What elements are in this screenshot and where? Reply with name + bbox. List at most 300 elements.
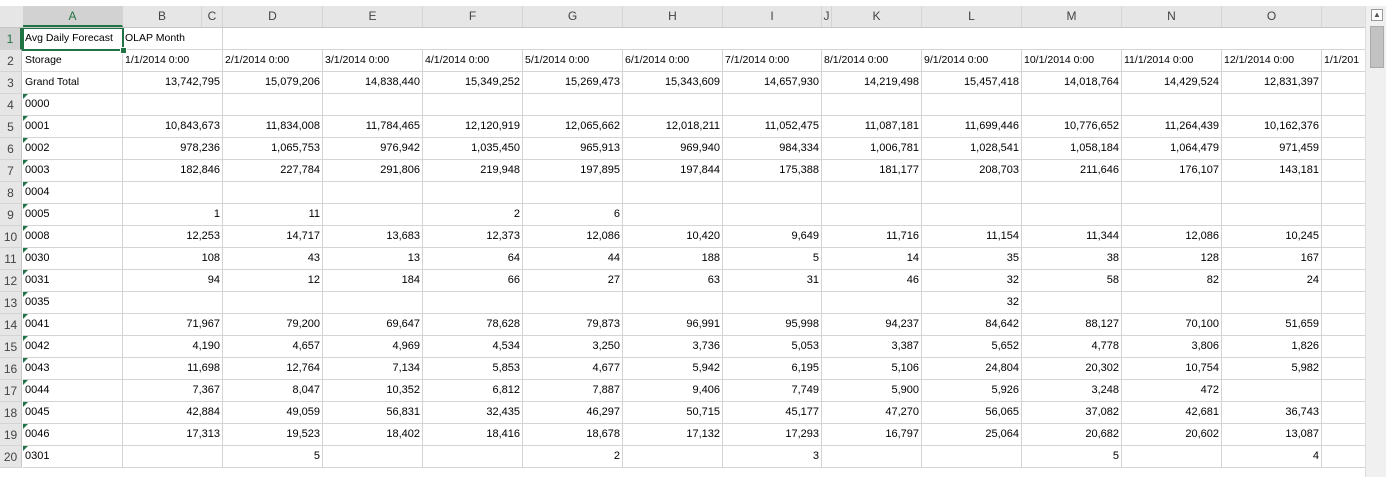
value-cell[interactable]: 70,100 — [1122, 314, 1222, 336]
value-cell[interactable] — [523, 94, 623, 116]
storage-code-cell[interactable]: 0301 — [23, 446, 123, 468]
value-cell[interactable]: 175,388 — [723, 160, 822, 182]
month-header-2[interactable]: 3/1/2014 0:00 — [323, 50, 423, 72]
column-header-f[interactable]: F — [423, 6, 523, 27]
value-cell-overflow[interactable] — [1322, 292, 1366, 314]
value-cell[interactable] — [1122, 182, 1222, 204]
value-cell[interactable]: 71,967 — [123, 314, 223, 336]
value-cell[interactable]: 181,177 — [822, 160, 922, 182]
storage-code-cell[interactable]: 0041 — [23, 314, 123, 336]
value-cell[interactable] — [1222, 182, 1322, 204]
value-cell[interactable] — [1122, 292, 1222, 314]
value-cell[interactable]: 3,250 — [523, 336, 623, 358]
value-cell[interactable] — [323, 204, 423, 226]
value-cell[interactable]: 11 — [223, 204, 323, 226]
value-cell[interactable]: 94,237 — [822, 314, 922, 336]
value-cell[interactable]: 12,018,211 — [623, 116, 723, 138]
value-cell[interactable]: 6,812 — [423, 380, 523, 402]
value-cell[interactable]: 64 — [423, 248, 523, 270]
value-cell[interactable]: 8,047 — [223, 380, 323, 402]
value-cell[interactable]: 12,120,919 — [423, 116, 523, 138]
value-cell[interactable]: 14,717 — [223, 226, 323, 248]
value-cell[interactable] — [1122, 204, 1222, 226]
value-cell[interactable] — [323, 182, 423, 204]
value-cell[interactable] — [123, 182, 223, 204]
storage-code-cell[interactable]: 0008 — [23, 226, 123, 248]
grand-total-value-2[interactable]: 14,838,440 — [323, 72, 423, 94]
value-cell[interactable]: 51,659 — [1222, 314, 1322, 336]
value-cell[interactable]: 3,806 — [1122, 336, 1222, 358]
value-cell[interactable]: 12 — [223, 270, 323, 292]
month-header-5[interactable]: 6/1/2014 0:00 — [623, 50, 723, 72]
row-header-10[interactable]: 10 — [0, 226, 22, 248]
value-cell[interactable] — [623, 446, 723, 468]
value-cell[interactable]: 10,162,376 — [1222, 116, 1322, 138]
cell-grand-total-label[interactable]: Grand Total — [23, 72, 123, 94]
value-cell[interactable]: 182,846 — [123, 160, 223, 182]
value-cell[interactable]: 984,334 — [723, 138, 822, 160]
value-cell[interactable]: 11,699,446 — [922, 116, 1022, 138]
row-header-18[interactable]: 18 — [0, 402, 22, 424]
row-header-17[interactable]: 17 — [0, 380, 22, 402]
column-header-g[interactable]: G — [523, 6, 623, 27]
row-header-14[interactable]: 14 — [0, 314, 22, 336]
value-cell[interactable]: 9,406 — [623, 380, 723, 402]
value-cell[interactable] — [623, 182, 723, 204]
grand-total-value-10[interactable]: 14,429,524 — [1122, 72, 1222, 94]
value-cell-overflow[interactable] — [1322, 424, 1366, 446]
value-cell[interactable]: 32 — [922, 292, 1022, 314]
value-cell[interactable]: 17,293 — [723, 424, 822, 446]
value-cell[interactable]: 1,064,479 — [1122, 138, 1222, 160]
storage-code-cell[interactable]: 0002 — [23, 138, 123, 160]
value-cell[interactable]: 6 — [523, 204, 623, 226]
value-cell[interactable]: 4,534 — [423, 336, 523, 358]
value-cell[interactable]: 4,657 — [223, 336, 323, 358]
month-header-6[interactable]: 7/1/2014 0:00 — [723, 50, 822, 72]
grand-total-value-0[interactable]: 13,742,795 — [123, 72, 223, 94]
value-cell-overflow[interactable] — [1322, 204, 1366, 226]
value-cell[interactable] — [623, 292, 723, 314]
row-header-12[interactable]: 12 — [0, 270, 22, 292]
value-cell[interactable]: 11,344 — [1022, 226, 1122, 248]
value-cell-overflow[interactable] — [1322, 182, 1366, 204]
value-cell[interactable]: 25,064 — [922, 424, 1022, 446]
value-cell[interactable] — [922, 182, 1022, 204]
value-cell[interactable]: 20,602 — [1122, 424, 1222, 446]
value-cell[interactable]: 95,998 — [723, 314, 822, 336]
value-cell[interactable]: 24 — [1222, 270, 1322, 292]
value-cell[interactable]: 12,086 — [1122, 226, 1222, 248]
value-cell[interactable] — [822, 94, 922, 116]
value-cell[interactable]: 5,982 — [1222, 358, 1322, 380]
grand-total-value-3[interactable]: 15,349,252 — [423, 72, 523, 94]
value-cell[interactable]: 5,926 — [922, 380, 1022, 402]
value-cell[interactable]: 9,649 — [723, 226, 822, 248]
storage-code-cell[interactable]: 0031 — [23, 270, 123, 292]
value-cell[interactable] — [523, 292, 623, 314]
row-header-13[interactable]: 13 — [0, 292, 22, 314]
value-cell-overflow[interactable] — [1322, 248, 1366, 270]
value-cell[interactable] — [922, 446, 1022, 468]
value-cell[interactable]: 108 — [123, 248, 223, 270]
value-cell[interactable] — [123, 446, 223, 468]
column-header-i[interactable]: I — [723, 6, 822, 27]
storage-code-cell[interactable]: 0046 — [23, 424, 123, 446]
value-cell[interactable]: 10,843,673 — [123, 116, 223, 138]
value-cell[interactable]: 971,459 — [1222, 138, 1322, 160]
column-header-h[interactable]: H — [623, 6, 723, 27]
value-cell[interactable]: 20,682 — [1022, 424, 1122, 446]
month-header-9[interactable]: 10/1/2014 0:00 — [1022, 50, 1122, 72]
value-cell-overflow[interactable] — [1322, 336, 1366, 358]
value-cell[interactable] — [123, 94, 223, 116]
value-cell[interactable]: 5,106 — [822, 358, 922, 380]
value-cell[interactable]: 47,270 — [822, 402, 922, 424]
value-cell[interactable] — [1222, 94, 1322, 116]
value-cell[interactable]: 10,352 — [323, 380, 423, 402]
column-header-a[interactable]: A — [23, 6, 123, 27]
value-cell[interactable]: 11,052,475 — [723, 116, 822, 138]
value-cell[interactable]: 7,749 — [723, 380, 822, 402]
value-cell[interactable] — [623, 94, 723, 116]
value-cell[interactable] — [423, 182, 523, 204]
value-cell[interactable]: 5,900 — [822, 380, 922, 402]
value-cell[interactable]: 3 — [723, 446, 822, 468]
value-cell[interactable]: 4,969 — [323, 336, 423, 358]
value-cell[interactable]: 63 — [623, 270, 723, 292]
value-cell[interactable]: 5 — [223, 446, 323, 468]
value-cell[interactable]: 5 — [1022, 446, 1122, 468]
value-cell[interactable]: 1,028,541 — [922, 138, 1022, 160]
month-header-0[interactable]: 1/1/2014 0:00 — [123, 50, 223, 72]
value-cell[interactable] — [723, 182, 822, 204]
value-cell[interactable]: 18,402 — [323, 424, 423, 446]
value-cell[interactable]: 78,628 — [423, 314, 523, 336]
value-cell[interactable] — [822, 446, 922, 468]
value-cell[interactable]: 11,698 — [123, 358, 223, 380]
value-cell[interactable]: 10,245 — [1222, 226, 1322, 248]
value-cell[interactable]: 17,132 — [623, 424, 723, 446]
month-header-3[interactable]: 4/1/2014 0:00 — [423, 50, 523, 72]
value-cell[interactable]: 965,913 — [523, 138, 623, 160]
value-cell[interactable]: 167 — [1222, 248, 1322, 270]
storage-code-cell[interactable]: 0043 — [23, 358, 123, 380]
value-cell[interactable]: 5,652 — [922, 336, 1022, 358]
value-cell[interactable]: 11,264,439 — [1122, 116, 1222, 138]
row-header-5[interactable]: 5 — [0, 116, 22, 138]
value-cell[interactable]: 13,087 — [1222, 424, 1322, 446]
value-cell[interactable]: 56,065 — [922, 402, 1022, 424]
value-cell[interactable] — [623, 204, 723, 226]
grand-total-value-11[interactable]: 12,831,397 — [1222, 72, 1322, 94]
value-cell[interactable]: 45,177 — [723, 402, 822, 424]
row-header-15[interactable]: 15 — [0, 336, 22, 358]
value-cell[interactable] — [323, 94, 423, 116]
value-cell[interactable] — [822, 292, 922, 314]
value-cell[interactable]: 12,065,662 — [523, 116, 623, 138]
value-cell-overflow[interactable] — [1322, 160, 1366, 182]
value-cell[interactable] — [223, 182, 323, 204]
value-cell-overflow[interactable] — [1322, 380, 1366, 402]
value-cell[interactable] — [423, 94, 523, 116]
vertical-scrollbar[interactable] — [1365, 6, 1386, 477]
column-header-n[interactable]: N — [1122, 6, 1222, 27]
month-header-7[interactable]: 8/1/2014 0:00 — [822, 50, 922, 72]
value-cell[interactable]: 11,716 — [822, 226, 922, 248]
value-cell[interactable]: 10,420 — [623, 226, 723, 248]
month-header-1[interactable]: 2/1/2014 0:00 — [223, 50, 323, 72]
value-cell[interactable]: 79,200 — [223, 314, 323, 336]
value-cell[interactable]: 14 — [822, 248, 922, 270]
row-header-16[interactable]: 16 — [0, 358, 22, 380]
value-cell-overflow[interactable] — [1322, 270, 1366, 292]
value-cell[interactable]: 36,743 — [1222, 402, 1322, 424]
row-header-1[interactable]: 1 — [0, 28, 22, 50]
value-cell[interactable]: 20,302 — [1022, 358, 1122, 380]
value-cell[interactable] — [1222, 204, 1322, 226]
value-cell[interactable]: 1,826 — [1222, 336, 1322, 358]
storage-code-cell[interactable]: 0005 — [23, 204, 123, 226]
value-cell[interactable]: 7,134 — [323, 358, 423, 380]
value-cell[interactable]: 2 — [523, 446, 623, 468]
value-cell[interactable]: 7,887 — [523, 380, 623, 402]
value-cell[interactable]: 978,236 — [123, 138, 223, 160]
column-header-m[interactable]: M — [1022, 6, 1122, 27]
value-cell[interactable]: 50,715 — [623, 402, 723, 424]
value-cell[interactable]: 976,942 — [323, 138, 423, 160]
value-cell[interactable]: 27 — [523, 270, 623, 292]
value-cell-overflow[interactable] — [1322, 138, 1366, 160]
value-cell-overflow[interactable] — [1322, 116, 1366, 138]
value-cell[interactable]: 4,778 — [1022, 336, 1122, 358]
value-cell[interactable]: 188 — [623, 248, 723, 270]
value-cell[interactable]: 84,642 — [922, 314, 1022, 336]
value-cell[interactable]: 79,873 — [523, 314, 623, 336]
value-cell-overflow[interactable] — [1322, 402, 1366, 424]
row-header-20[interactable]: 20 — [0, 446, 22, 468]
value-cell[interactable]: 969,940 — [623, 138, 723, 160]
value-cell[interactable]: 1,035,450 — [423, 138, 523, 160]
value-cell[interactable]: 5,853 — [423, 358, 523, 380]
value-cell[interactable] — [822, 182, 922, 204]
value-cell[interactable]: 197,895 — [523, 160, 623, 182]
value-cell[interactable]: 184 — [323, 270, 423, 292]
month-header-11[interactable]: 12/1/2014 0:00 — [1222, 50, 1322, 72]
grand-total-value-7[interactable]: 14,219,498 — [822, 72, 922, 94]
value-cell[interactable]: 13,683 — [323, 226, 423, 248]
value-cell[interactable]: 16,797 — [822, 424, 922, 446]
value-cell[interactable] — [723, 94, 822, 116]
value-cell-overflow[interactable] — [1322, 226, 1366, 248]
value-cell[interactable]: 2 — [423, 204, 523, 226]
month-header-12[interactable]: 1/1/201 — [1322, 50, 1366, 72]
month-header-4[interactable]: 5/1/2014 0:00 — [523, 50, 623, 72]
value-cell[interactable]: 12,253 — [123, 226, 223, 248]
value-cell[interactable] — [223, 292, 323, 314]
storage-code-cell[interactable]: 0044 — [23, 380, 123, 402]
value-cell[interactable] — [1022, 182, 1122, 204]
storage-code-cell[interactable]: 0035 — [23, 292, 123, 314]
value-cell[interactable]: 96,991 — [623, 314, 723, 336]
value-cell[interactable]: 176,107 — [1122, 160, 1222, 182]
storage-code-cell[interactable]: 0030 — [23, 248, 123, 270]
value-cell[interactable] — [423, 446, 523, 468]
value-cell[interactable]: 13 — [323, 248, 423, 270]
storage-code-cell[interactable]: 0042 — [23, 336, 123, 358]
value-cell[interactable]: 12,764 — [223, 358, 323, 380]
value-cell[interactable] — [123, 292, 223, 314]
value-cell[interactable]: 46 — [822, 270, 922, 292]
value-cell[interactable]: 66 — [423, 270, 523, 292]
row-header-4[interactable]: 4 — [0, 94, 22, 116]
value-cell[interactable] — [1222, 292, 1322, 314]
column-header-l[interactable]: L — [922, 6, 1022, 27]
row1-empty-area[interactable] — [223, 28, 1366, 50]
row-header-9[interactable]: 9 — [0, 204, 22, 226]
value-cell[interactable]: 11,087,181 — [822, 116, 922, 138]
value-cell[interactable]: 4,677 — [523, 358, 623, 380]
value-cell[interactable] — [1022, 204, 1122, 226]
value-cell[interactable]: 143,181 — [1222, 160, 1322, 182]
value-cell[interactable]: 10,754 — [1122, 358, 1222, 380]
value-cell[interactable]: 49,059 — [223, 402, 323, 424]
value-cell[interactable]: 6,195 — [723, 358, 822, 380]
value-cell[interactable] — [1122, 94, 1222, 116]
value-cell[interactable]: 11,154 — [922, 226, 1022, 248]
value-cell[interactable]: 11,784,465 — [323, 116, 423, 138]
value-cell[interactable]: 32 — [922, 270, 1022, 292]
value-cell[interactable] — [1022, 292, 1122, 314]
value-cell[interactable]: 94 — [123, 270, 223, 292]
value-cell[interactable]: 12,086 — [523, 226, 623, 248]
value-cell[interactable]: 128 — [1122, 248, 1222, 270]
row-header-8[interactable]: 8 — [0, 182, 22, 204]
value-cell-overflow[interactable] — [1322, 94, 1366, 116]
value-cell[interactable]: 1,058,184 — [1022, 138, 1122, 160]
grand-total-value-4[interactable]: 15,269,473 — [523, 72, 623, 94]
value-cell[interactable]: 1,065,753 — [223, 138, 323, 160]
value-cell[interactable]: 7,367 — [123, 380, 223, 402]
grand-total-value-9[interactable]: 14,018,764 — [1022, 72, 1122, 94]
value-cell[interactable]: 197,844 — [623, 160, 723, 182]
value-cell[interactable]: 3,736 — [623, 336, 723, 358]
value-cell[interactable]: 12,373 — [423, 226, 523, 248]
value-cell[interactable]: 5,942 — [623, 358, 723, 380]
value-cell[interactable]: 1 — [123, 204, 223, 226]
value-cell[interactable] — [323, 446, 423, 468]
value-cell[interactable]: 227,784 — [223, 160, 323, 182]
value-cell[interactable]: 42,884 — [123, 402, 223, 424]
row-header-6[interactable]: 6 — [0, 138, 22, 160]
value-cell[interactable]: 88,127 — [1022, 314, 1122, 336]
value-cell[interactable] — [523, 182, 623, 204]
value-cell[interactable]: 35 — [922, 248, 1022, 270]
grand-total-value-6[interactable]: 14,657,930 — [723, 72, 822, 94]
value-cell[interactable]: 1,006,781 — [822, 138, 922, 160]
value-cell[interactable]: 44 — [523, 248, 623, 270]
value-cell[interactable]: 32,435 — [423, 402, 523, 424]
value-cell[interactable] — [723, 292, 822, 314]
cell-a1-measure[interactable]: Avg Daily Forecast — [23, 28, 123, 50]
scroll-thumb[interactable] — [1370, 26, 1384, 68]
value-cell-overflow[interactable] — [1322, 446, 1366, 468]
value-cell[interactable]: 43 — [223, 248, 323, 270]
value-cell[interactable]: 4,190 — [123, 336, 223, 358]
grand-total-value-1[interactable]: 15,079,206 — [223, 72, 323, 94]
value-cell[interactable]: 38 — [1022, 248, 1122, 270]
value-cell[interactable] — [1022, 94, 1122, 116]
value-cell[interactable]: 46,297 — [523, 402, 623, 424]
row-header-2[interactable]: 2 — [0, 50, 22, 72]
cell-b1-dimension[interactable]: OLAP Month — [123, 28, 223, 50]
value-cell[interactable]: 18,678 — [523, 424, 623, 446]
value-cell[interactable]: 42,681 — [1122, 402, 1222, 424]
value-cell[interactable]: 10,776,652 — [1022, 116, 1122, 138]
value-cell[interactable]: 3,387 — [822, 336, 922, 358]
value-cell[interactable] — [922, 204, 1022, 226]
value-cell[interactable]: 82 — [1122, 270, 1222, 292]
value-cell-overflow[interactable] — [1322, 358, 1366, 380]
value-cell[interactable] — [323, 292, 423, 314]
grand-total-value-5[interactable]: 15,343,609 — [623, 72, 723, 94]
column-header-e[interactable]: E — [323, 6, 423, 27]
fill-handle[interactable] — [120, 47, 127, 54]
value-cell[interactable]: 5 — [723, 248, 822, 270]
value-cell[interactable]: 5,053 — [723, 336, 822, 358]
column-header-b[interactable]: B — [123, 6, 202, 27]
row-header-11[interactable]: 11 — [0, 248, 22, 270]
value-cell[interactable]: 11,834,008 — [223, 116, 323, 138]
value-cell[interactable] — [423, 292, 523, 314]
value-cell[interactable]: 18,416 — [423, 424, 523, 446]
value-cell[interactable]: 56,831 — [323, 402, 423, 424]
scroll-up-icon[interactable]: ▲ — [1371, 9, 1383, 21]
value-cell[interactable]: 19,523 — [223, 424, 323, 446]
value-cell[interactable]: 31 — [723, 270, 822, 292]
cell-storage-label[interactable]: Storage — [23, 50, 123, 72]
value-cell[interactable] — [922, 94, 1022, 116]
month-header-10[interactable]: 11/1/2014 0:00 — [1122, 50, 1222, 72]
storage-code-cell[interactable]: 0003 — [23, 160, 123, 182]
row-header-19[interactable]: 19 — [0, 424, 22, 446]
month-header-8[interactable]: 9/1/2014 0:00 — [922, 50, 1022, 72]
value-cell[interactable]: 211,646 — [1022, 160, 1122, 182]
value-cell[interactable]: 291,806 — [323, 160, 423, 182]
value-cell[interactable] — [223, 94, 323, 116]
row-header-7[interactable]: 7 — [0, 160, 22, 182]
column-header-k[interactable]: K — [832, 6, 922, 27]
storage-code-cell[interactable]: 0000 — [23, 94, 123, 116]
value-cell[interactable]: 219,948 — [423, 160, 523, 182]
storage-code-cell[interactable]: 0004 — [23, 182, 123, 204]
column-header-o[interactable]: O — [1222, 6, 1322, 27]
value-cell[interactable]: 24,804 — [922, 358, 1022, 380]
column-header-j[interactable]: J — [822, 6, 832, 27]
storage-code-cell[interactable]: 0001 — [23, 116, 123, 138]
value-cell[interactable]: 208,703 — [922, 160, 1022, 182]
value-cell[interactable]: 472 — [1122, 380, 1222, 402]
value-cell-overflow[interactable] — [1322, 314, 1366, 336]
column-header-c[interactable]: C — [202, 6, 223, 27]
value-cell[interactable]: 4 — [1222, 446, 1322, 468]
value-cell[interactable]: 17,313 — [123, 424, 223, 446]
row-header-3[interactable]: 3 — [0, 72, 22, 94]
grand-total-overflow[interactable] — [1322, 72, 1366, 94]
column-header-d[interactable]: D — [223, 6, 323, 27]
value-cell[interactable]: 37,082 — [1022, 402, 1122, 424]
value-cell[interactable] — [1122, 446, 1222, 468]
